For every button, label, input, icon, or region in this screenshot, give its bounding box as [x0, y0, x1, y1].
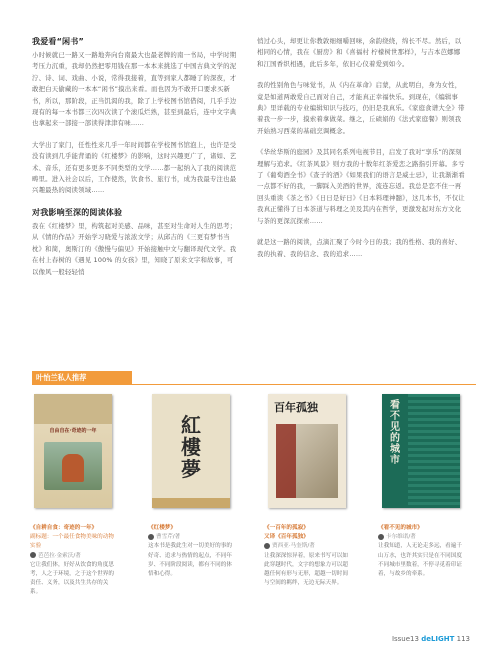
cover-band	[152, 498, 230, 508]
cover-illustration	[276, 424, 296, 498]
cover-title: 自由自在·奇迹的一年	[49, 428, 97, 434]
book-title: 《红楼梦》	[148, 525, 176, 531]
book-description: 让我知道，人无论走多远，看遍千山万水，也许其实只是在不同国度不同城市里数着，不停寻觅着印证着，与故乡的牵系。	[378, 543, 462, 578]
author-icon	[264, 543, 270, 549]
author-name: 贾西亚·马奎斯/著	[272, 543, 315, 550]
cover-illustration	[62, 454, 84, 482]
paragraph: 我的性别角色与味觉书，从《内在革命》启蒙，从此明白，身为女性，竟是如道两敢爱自己面对自己，才能真正幸福快乐。到现在，《编辑事典》里详载的专业编辑知识与技巧，仍旧是我真乐。《家庭食谱大全》带着我一步一步，摸索着拿做菜。继之，丘碛娟的《法式家庭餐》则领我开始熟习西菜的基础烹调概念。	[257, 81, 465, 135]
book-title: 《看不见的城市》	[378, 525, 423, 531]
book-caption	[378, 524, 466, 579]
page-number: 113	[456, 635, 470, 643]
author-name: 卡尔维诺/著	[386, 534, 416, 541]
paragraph: 大学出了家门，任性性来几乎一年时间都在学校图书馆泡上，也许是受没有读到几乎能背诵的《红楼梦》的影响，这时兴趣更广了，诸如、艺术、音乐，还有更多更多不同类型的文学……都一起纳入了我的阅读范畴里。进入社会以后，工作使然，饮食书、旅行书，成为我最专注也最兴趣最热的阅读领域……	[32, 140, 237, 195]
author-icon	[148, 534, 154, 540]
paragraph: 《华丝华斯的庭园》及其同名系列电视节目，启发了我对“享乐”的深刻理解与追求。《红茶风景》则方我的十数年红茶爱恋之路指引开幕。多亏了《葡萄酒全书》《查子的酒》《如果我们的语言是威士忌》，让我渐渐看一点都不好的我，一脚踩入美酒的世界，流连忘返。我总是恋不住一再回头重读《茶之书》《日日是好日》《日本料理神髓》，这几本书，不仅让我真正懂得了日本茶道与料理之美及其内在哲学，更激发起对东方文化与茶的更深沉探索……	[257, 148, 465, 225]
book-subtitle: 又译《百年孤独》	[264, 534, 309, 541]
paragraph: 小时候就已一路又一路地奔向台南最大也最老牌的南一书局，中学时期考压力沉重，我却仍然把零用钱在那一本本来挑选了中国古典文学的泥泞、诗、词、戏曲、小说，常得我接着，直等到家人都睡了的深夜，才敢把白天偷藏的一本本“闲书”摸出来看。而也因为不敢开口要求买新书，所以，那阶段，正当饥渴的我，除了上学校图书馆借阅，几乎手边现有的每一本书都三次四次读了个滚瓜烂熟，甚至到最后，连中文字典也拿起来一部接一部读得津津有味……	[32, 51, 237, 128]
book-cover[interactable]	[382, 394, 460, 508]
book-caption	[148, 524, 236, 579]
book-author	[148, 533, 236, 542]
author-icon	[30, 552, 36, 558]
book-cover[interactable]	[152, 394, 230, 508]
article-left-column	[32, 36, 237, 288]
book-author	[264, 542, 352, 551]
book-caption	[264, 524, 352, 588]
book-description: 让我深深惊异着，原来书写可以如此穿越时代，文字的想象力可以超越任何有形与无形，超越一切时间与空间的羁绊，无边无际天界。	[264, 552, 348, 587]
book-subtitle: 副标题：一个最任食物美味的动物实验	[30, 534, 114, 550]
section-heading: 我爱看“闲书”	[32, 37, 84, 46]
cover-illustration	[408, 394, 460, 508]
issue-label: Issue13	[391, 635, 419, 643]
book-cover[interactable]	[34, 394, 112, 508]
section-heading: 对我影响至深的阅读体验	[32, 207, 123, 217]
divider	[132, 384, 476, 385]
book-title: 《一百年的孤寂》	[264, 525, 309, 531]
page-footer	[392, 635, 470, 643]
recommend-banner: 叶怡兰私人推荐	[32, 371, 132, 385]
book-title: 《自耕自食：奇迹的一年》	[30, 525, 98, 531]
cover-title: 看不见的城市	[390, 400, 400, 466]
paragraph: 我在《红楼梦》里，构筑起对美感、品味，甚至对生命对人生的思考；从《情的作品》开始学习晓爱与浓浓文学；从邱吉的《三更有梦书当枕》和简，奥斯汀的《傲慢与偏见》开始接触中文与翻译现代文学。我在村上春树的《遇见 100% 的女孩》里，知晓了原来文字和故事，可以像风一般轻轻悄	[32, 221, 237, 276]
book-caption	[30, 524, 118, 598]
cover-title: 百年孤独	[274, 401, 318, 414]
book-author	[378, 533, 466, 542]
author-name: 芭芭拉·金索沃/著	[38, 552, 81, 559]
paragraph: 悄过心头，却更让你教敦细细嚼回味，余韵绕绕，绵长不尽。然后，以相同的心情，我在《厨房》和《喜福村 柠檬树世那样》，与吉本芭娜娜和江国香织相遇，此后多年，依旧心仪着爱到如今。	[257, 37, 462, 68]
author-icon	[378, 534, 384, 540]
book-description: 这本书是我此生对一切美好的事的好奇、追求与热情的起点，不同年岁、不同阶段阅读，都有不同的体悟和心得。	[148, 543, 232, 578]
author-name: 曹雪芹/著	[156, 534, 181, 541]
brand-logo: deLIGHT	[421, 635, 455, 643]
book-cover[interactable]	[268, 394, 346, 508]
book-description: 它让我们体，好好从饮食的角度思考，人之于环境，之于这个世界的责任、义务，以及共生共存的关系。	[30, 561, 114, 596]
cover-title: 紅樓夢	[181, 413, 201, 481]
book-author	[30, 552, 118, 561]
paragraph: 就是这一路的阅读，点滴汇聚了今时今日的我；我的性格、我的喜好、我的执着、我的信念、我的追求……	[257, 238, 462, 258]
article-right-column	[257, 36, 465, 270]
cover-band	[34, 394, 112, 424]
